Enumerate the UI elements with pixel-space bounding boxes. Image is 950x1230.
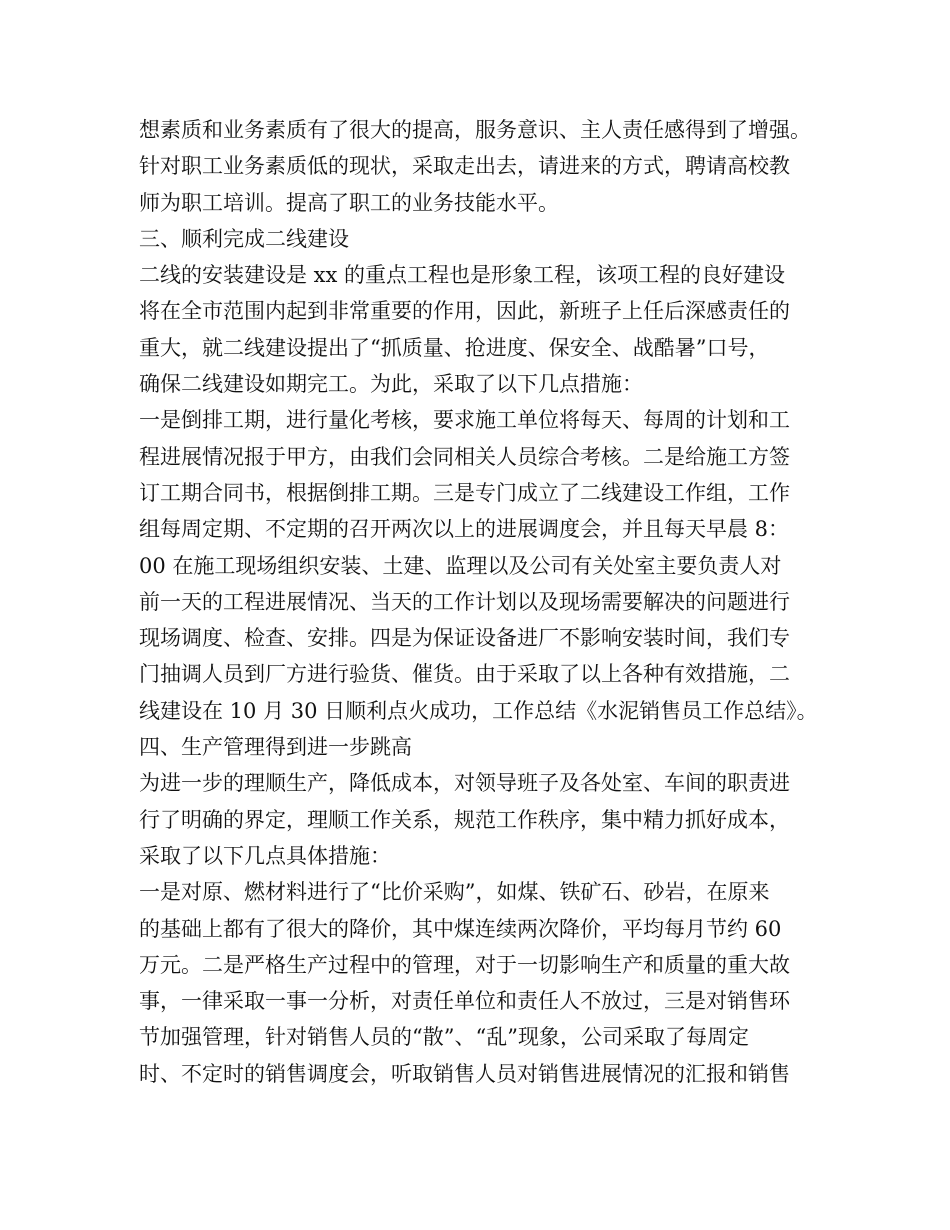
text-line: 采取了以下几点具体措施： xyxy=(139,843,391,868)
text-line: 00 在施工现场组织安装、土建、监理以及公司有关处室主要负责人对 xyxy=(139,553,782,578)
text-line: 事，一律采取一事一分析，对责任单位和责任人不放过，三是对销售环 xyxy=(139,989,790,1014)
text-line: 节加强管理，针对销售人员的“散”、“乱”现象，公司采取了每周定 xyxy=(139,1025,749,1050)
text-line: 重大，就二线建设提出了“抓质量、抢进度、保安全、战酷暑”口号， xyxy=(139,335,770,360)
section-heading: 四、生产管理得到进一步跳高 xyxy=(139,735,412,760)
text-line: 一是对原、燃材料进行了“比价采购”，如煤、铁矿石、砂岩，在原来 xyxy=(139,880,770,905)
text-line: 现场调度、检查、安排。四是为保证设备进厂不影响安装时间，我们专 xyxy=(139,626,790,651)
text-line: 前一天的工程进展情况、当天的工作计划以及现场需要解决的问题进行 xyxy=(139,589,790,614)
text-line: 万元。二是严格生产过程中的管理，对于一切影响生产和质量的重大故 xyxy=(139,952,790,977)
text-line: 行了明确的界定，理顺工作关系，规范工作秩序，集中精力抓好成本， xyxy=(139,807,790,832)
text-line: 确保二线建设如期完工。为此，采取了以下几点措施： xyxy=(139,372,643,397)
text-line: 门抽调人员到厂方进行验货、催货。由于采取了以上各种有效措施，二 xyxy=(139,662,790,687)
text-line: 想素质和业务素质有了很大的提高，服务意识、主人责任感得到了增强。 xyxy=(139,118,811,142)
text-line: 线建设在 10 月 30 日顺利点火成功，工作总结《水泥销售员工作总结》。 xyxy=(139,698,818,723)
section-heading: 三、顺利完成二线建设 xyxy=(139,226,349,251)
text-line: 时、不定时的销售调度会，听取销售人员对销售进展情况的汇报和销售 xyxy=(139,1061,790,1086)
text-line: 的基础上都有了很大的降价，其中煤连续两次降价，平均每月节约 60 xyxy=(139,916,782,941)
text-line: 程进展情况报于甲方，由我们会同相关人员综合考核。二是给施工方签 xyxy=(139,444,790,469)
text-line: 订工期合同书，根据倒排工期。三是专门成立了二线建设工作组，工作 xyxy=(139,480,790,505)
text-line: 师为职工培训。提高了职工的业务技能水平。 xyxy=(139,190,559,215)
text-line: 一是倒排工期，进行量化考核，要求施工单位将每天、每周的计划和工 xyxy=(139,408,790,433)
text-line: 组每周定期、不定期的召开两次以上的进展调度会，并且每天早晨 8： xyxy=(139,517,790,542)
text-line: 二线的安装建设是 xx 的重点工程也是形象工程，该项工程的良好建设 xyxy=(139,263,786,288)
text-line: 将在全市范围内起到非常重要的作用，因此，新班子上任后深感责任的 xyxy=(139,299,790,324)
text-line: 针对职工业务素质低的现状，采取走出去，请进来的方式，聘请高校教 xyxy=(139,154,790,179)
text-line: 为进一步的理顺生产，降低成本，对领导班子及各处室、车间的职责进 xyxy=(139,771,790,796)
document-body xyxy=(139,112,829,1092)
